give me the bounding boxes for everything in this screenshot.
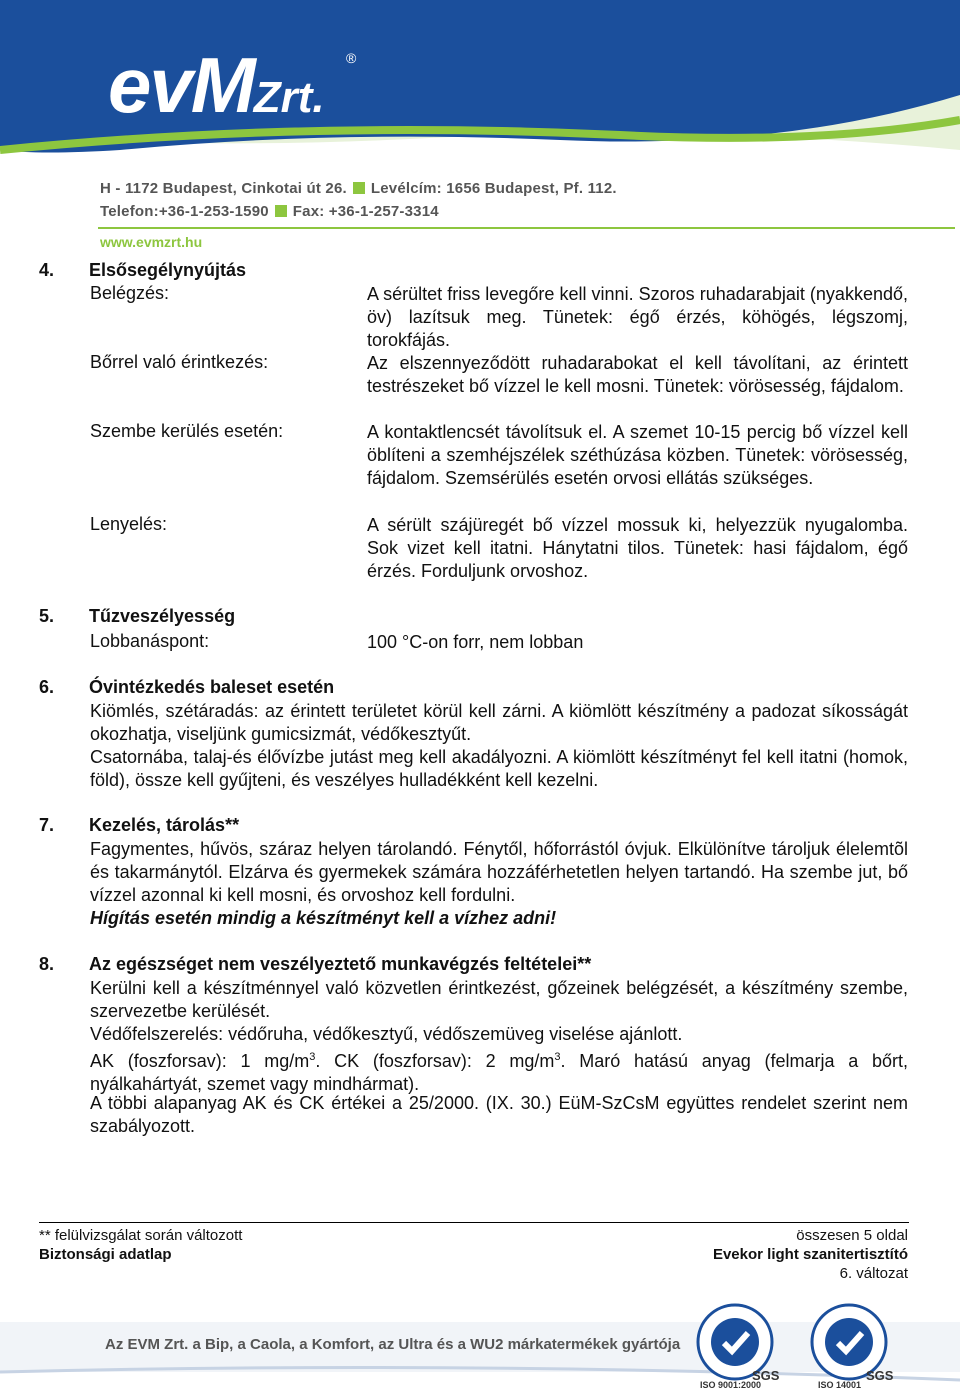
product-name: Evekor light szanitertisztító <box>712 1246 908 1263</box>
page-count: összesen 5 oldal <box>796 1227 908 1244</box>
brands-line: Az EVM Zrt. a Bip, a Caola, a Komfort, az Ultra és a WU2 márkatermékek gyártója <box>105 1336 681 1353</box>
section-4-number: 4. <box>39 260 55 280</box>
footer-divider <box>39 1222 909 1223</box>
iso-14001-label: ISO 14001 <box>818 1380 862 1390</box>
sgs-label-1: SGS <box>752 1368 780 1383</box>
drain-paragraph: Csatornába, talaj-és élővízbe jutást meg kell akadályozni. A kiömlött készítményt fel kell itatni (homok, föld), össze kell gyűjteni, és veszélyes hulladékként kell kezelni. <box>90 747 908 790</box>
section-7-title: Kezelés, tárolás** <box>89 815 240 835</box>
section-5-title: Tűzveszélyesség <box>89 606 236 626</box>
ingestion-text: A sérült szájüregét bő vízzel mossuk ki, helyezzük nyugalomba. Sok vizet kell itatni. Hánytatni tilos. Tünetek: hasi fájdalom, égő érzés. Forduljunk orvoshoz. <box>367 515 908 581</box>
protective-equipment-paragraph: Védőfelszerelés: védőruha, védőkesztyű, védőszemüveg viselése ajánlott. <box>90 1024 683 1044</box>
flash-point-value: 100 °C-on forr, nem lobban <box>367 632 584 652</box>
contact-line: Telefon:+36-1-253-1590 Fax: +36-1-257-3314 <box>100 203 439 220</box>
section-7-number: 7. <box>39 815 55 835</box>
revision-note: ** felülvizsgálat során változott <box>39 1227 243 1244</box>
storage-paragraph: Fagymentes, hűvös, száraz helyen tárolandó. Fénytől, hőforrástól óvjuk. Elkülönítve tároljuk élelemtõl és takarmánytól. Elzárva és gyermekek számára hozzáférhetetlen helyen tartandó. Ha szembe jut, bő vízzel azonnal ki kell mosni, és orvoshoz kell fordulni. <box>90 839 908 905</box>
company-logo: evMZrt. <box>108 41 325 129</box>
section-8-title: Az egészséget nem veszélyeztető munkavégzés feltételei** <box>89 954 592 974</box>
flash-point-label: Lobbanáspont: <box>90 631 210 651</box>
avoid-contact-paragraph: Kerülni kell a készítménnyel való közvetlen érintkezést, gőzeinek belégzését, a készítmény szembe, szervezetbe kerülését. <box>90 978 908 1021</box>
ingestion-label: Lenyelés: <box>90 514 168 534</box>
address-line: H - 1172 Budapest, Cinkotai út 26. Levélcím: 1656 Budapest, Pf. 112. <box>100 180 617 197</box>
dilution-warning: Hígítás esetén mindig a készítményt kell a vízhez adni! <box>90 908 557 928</box>
skin-contact-label: Bőrrel való érintkezés: <box>90 352 269 372</box>
spill-paragraph: Kiömlés, szétáradás: az érintett területet körül kell zárni. A kiömlött készítmény a padozat síkosságát okozhatja, viseljünk gumicsizmát, védőkesztyűt. <box>90 701 908 744</box>
sgs-label-2: SGS <box>866 1368 894 1383</box>
iso-9001-label: ISO 9001:2000 <box>700 1380 762 1390</box>
regulation-paragraph: A többi alapanyag AK és CK értékei a 25/2000. (IX. 30.) EüM-SzCsM együttes rendelet szerint nem szabályozott. <box>90 1093 908 1136</box>
eye-contact-text: A kontaktlencsét távolítsuk el. A szemet 10-15 percig bő vízzel kell öblíteni a szemhéjszélek széthúzása közben. Tünetek: vörösesség, fájdalom. Szemsérülés esetén orvosi ellátás szükséges. <box>367 422 908 488</box>
green-square-icon <box>353 182 365 194</box>
inhalation-label: Belégzés: <box>90 283 170 303</box>
section-8-number: 8. <box>39 954 55 974</box>
inhalation-text: A sérültet friss levegőre kell vinni. Szoros ruhadarabjait (nyakkendő, öv) lazítsuk meg. Tünetek: égő érzés, köhögés, légszomj, torokfájás. <box>367 284 908 350</box>
letterhead <box>0 0 960 255</box>
registered-mark: ® <box>346 50 357 66</box>
version-label: 6. változat <box>839 1265 908 1282</box>
section-6-title: Óvintézkedés baleset esetén <box>89 677 335 697</box>
green-square-icon <box>275 205 287 217</box>
website: www.evmzrt.hu <box>100 234 203 250</box>
section-5-number: 5. <box>39 606 55 626</box>
document-type: Biztonsági adatlap <box>39 1246 172 1263</box>
exposure-limits-paragraph: AK (foszforsav): 1 $mg/m^3$. CK (foszforsav): 2 $mg/m^3$. Maró hatású anyag (felmarja a bőrt, nyálkahártyát, szemet vagy mindhármat). <box>90 1051 908 1094</box>
section-6-number: 6. <box>39 677 55 697</box>
eye-contact-label: Szembe kerülés esetén: <box>90 421 284 441</box>
section-4-title: Elsősegélynyújtás <box>89 260 247 280</box>
skin-contact-text: Az elszennyeződött ruhadarabokat el kell távolítani, az érintett testrészeket bő vízzel le kell mosni. Tünetek: vörösesség, fájdalom. <box>367 353 908 396</box>
